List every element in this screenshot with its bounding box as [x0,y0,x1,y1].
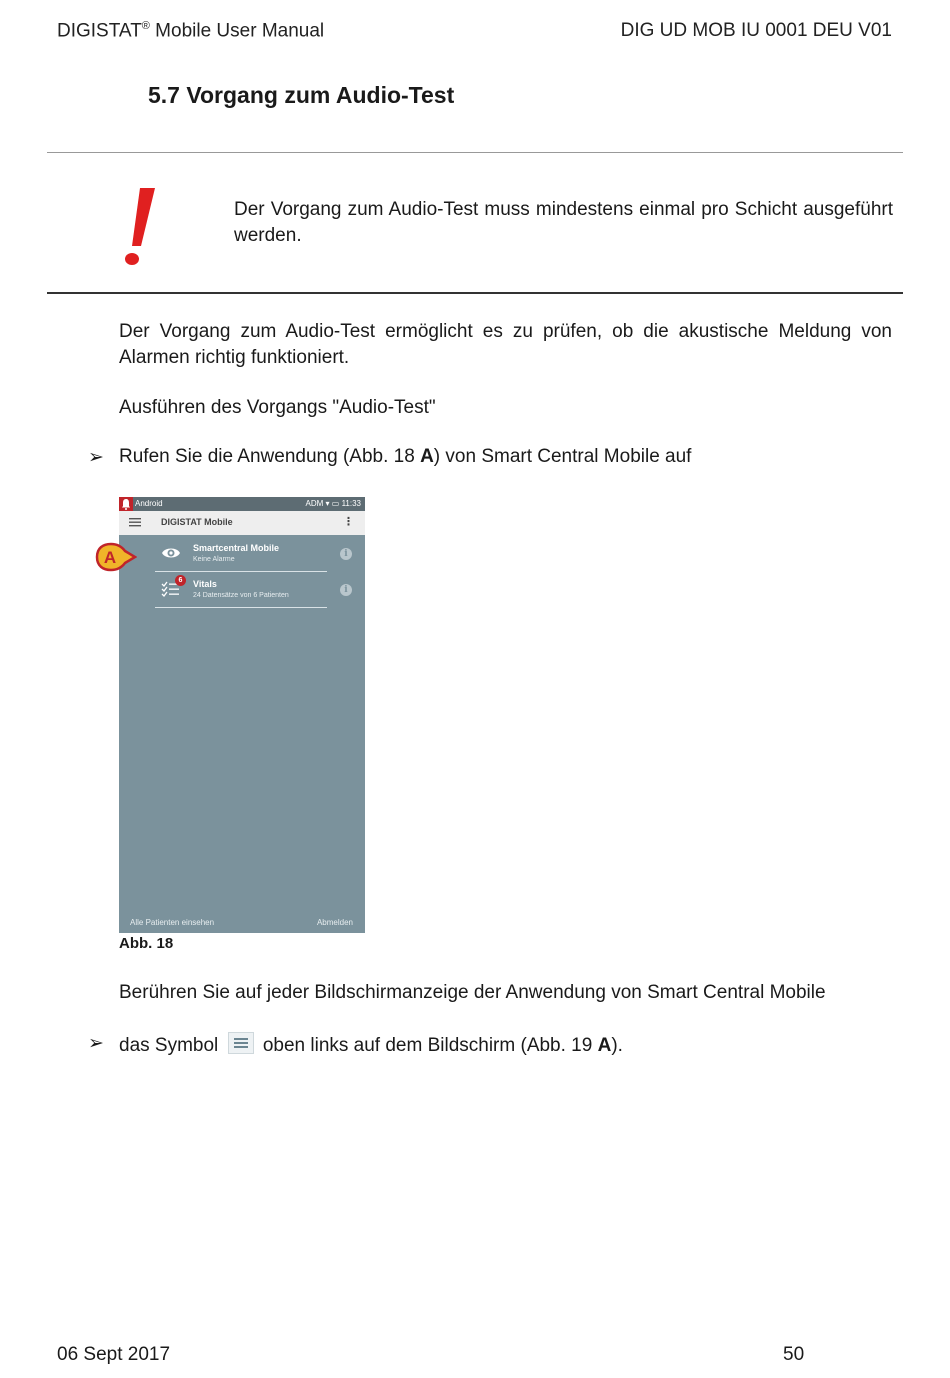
step-1-ref: A [420,446,434,467]
alarm-bell-icon [119,497,133,511]
app-title: DIGISTAT Mobile [161,517,233,527]
exclamation-warning-icon [115,180,165,275]
registered-mark: ® [141,20,150,32]
document-id: DIG UD MOB IU 0001 DEU V01 [620,20,892,41]
module-title: Smartcentral Mobile [193,543,280,553]
header-rest: Mobile User Manual [149,20,325,42]
logout-button[interactable]: Abmelden [316,918,353,927]
overflow-menu-icon[interactable]: ⋮ [343,516,354,528]
header-title [57,20,324,42]
status-right-info: ADM ▾ ▭ 11:33 [305,499,361,508]
bullet-arrow-icon: ➢ [88,1033,104,1054]
step-2-text [119,1032,623,1057]
intro-paragraph: Der Vorgang zum Audio-Test ermöglicht es zu prüfen, ob die akustische Meldung von Alarmen richtig funktioniert. [119,321,892,368]
all-patients-button[interactable]: Alle Patienten einsehen [130,918,215,927]
step-1-text-a: Rufen Sie die Anwendung (Abb. 18 [119,446,421,467]
bottom-bar [119,911,365,933]
app-bar [119,511,365,535]
module-item-vitals[interactable] [155,572,327,608]
module-subtitle: Keine Alarme [193,556,235,563]
eye-icon [161,544,181,562]
warning-text: Der Vorgang zum Audio-Test muss mindestens einmal pro Schicht ausgeführt werden. [234,199,893,246]
hamburger-menu-icon[interactable] [129,516,141,528]
step-2-text-a: das Symbol [119,1035,224,1056]
info-icon[interactable]: i [340,548,352,560]
bullet-arrow-icon: ➢ [88,447,104,468]
warning-top-rule [47,152,903,153]
footer-date: 06 Sept 2017 [57,1344,171,1365]
info-icon[interactable]: i [340,584,352,596]
module-subtitle: 24 Datensätze von 6 Patienten [193,592,289,599]
page-number: 50 [783,1344,805,1365]
step-2-text-c: ). [611,1035,623,1056]
inline-menu-icon [228,1032,254,1054]
callout-a-marker [95,541,137,573]
procedure-heading: Ausführen des Vorgangs "Audio-Test" [119,397,436,418]
step-1-text-b: ) von Smart Central Mobile auf [433,446,692,467]
callout-a-label: A [103,548,117,567]
step-1-text [119,446,691,468]
phone-screenshot [119,497,365,933]
module-item-smartcentral[interactable] [155,536,327,572]
figure-caption: Abb. 18 [119,935,174,952]
module-title: Vitals [193,579,217,589]
header-brand: DIGISTAT [57,20,142,42]
step-2-ref: A [597,1035,612,1056]
status-os-label: Android [135,499,163,508]
status-bar [119,497,365,511]
instruction-paragraph: Berühren Sie auf jeder Bildschirmanzeige der Anwendung von Smart Central Mobile [119,982,826,1003]
section-title: 5.7 Vorgang zum Audio-Test [148,82,455,108]
step-2-text-b: oben links auf dem Bildschirm (Abb. 19 [257,1035,598,1056]
warning-bottom-rule [47,292,903,294]
notification-badge: 6 [175,575,186,586]
